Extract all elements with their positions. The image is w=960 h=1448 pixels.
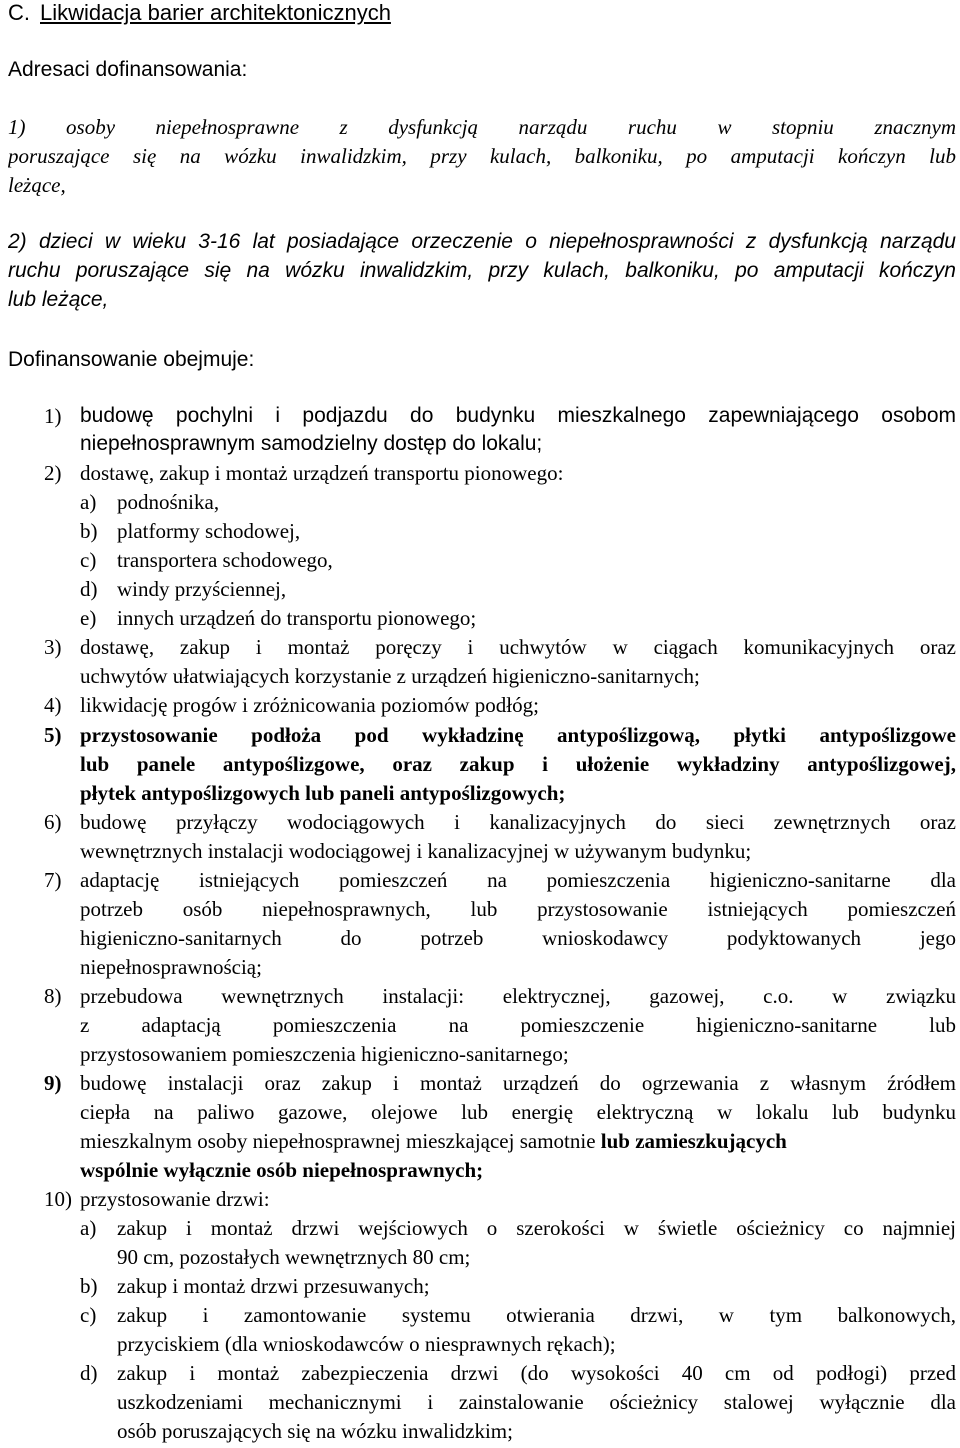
item-3-line-2: uchwytów ułatwiających korzystanie z urządzeń higieniczno-sanitarnych;	[80, 664, 700, 688]
item-6-line-1: budowę przyłączy wodociągowych i kanalizacyjnych do sieci zewnętrznych oraz	[80, 810, 956, 834]
item-10c-line-1: zakup i zamontowanie systemu otwierania drzwi, w tym balkonowych,	[117, 1303, 956, 1327]
item-10d-letter: d)	[80, 1361, 98, 1385]
item-9-line-3-regular: mieszkalnym osoby niepełnosprawnej mieszkającej samotnie	[80, 1129, 596, 1153]
item-10a-line-2: 90 cm, pozostałych wewnętrznych 80 cm;	[117, 1245, 471, 1269]
recipient-2-line-2: ruchu poruszające się na wózku inwalidzkim, przy kulach, balkoniku, po amputacji kończyn	[8, 259, 956, 282]
item-8-line-2: z adaptacją pomieszczenia na pomieszczenie higieniczno-sanitarne lub	[80, 1013, 956, 1037]
item-3-number: 3)	[44, 635, 62, 659]
item-5-line-1: przystosowanie podłoża pod wykładzinę antypoślizgową, płytki antypoślizgowe	[80, 723, 956, 747]
recipient-2-line-1: 2) dzieci w wieku 3-16 lat posiadające orzeczenie o niepełnosprawności z dysfunkcją narządu	[8, 230, 956, 253]
item-10d-line-2: uszkodzeniami mechanicznymi i zainstalowanie ościeżnicy stalowej wyłącznie dla	[117, 1390, 956, 1414]
item-3-line-1: dostawę, zakup i montaż poręczy i uchwytów w ciągach komunikacyjnych oraz	[80, 635, 956, 659]
item-2d-text: windy przyściennej,	[117, 577, 287, 601]
item-10d-line-3: osób poruszających się na wózku inwalidzkim;	[117, 1419, 513, 1443]
item-4-line-1: likwidację progów i zróżnicowania poziomów podłóg;	[80, 693, 539, 717]
section-heading	[8, 0, 391, 26]
item-8-line-3: przystosowaniem pomieszczenia higieniczno-sanitarnego;	[80, 1042, 569, 1066]
section-title: Likwidacja barier architektonicznych	[40, 0, 391, 25]
item-9-line-1: budowę instalacji oraz zakup i montaż urządzeń do ogrzewania z własnym źródłem	[80, 1071, 956, 1095]
recipient-1-line-3: leżące,	[8, 173, 66, 197]
item-2a-text: podnośnika,	[117, 490, 220, 514]
item-2-line-1: dostawę, zakup i montaż urządzeń transportu pionowego:	[80, 461, 564, 485]
item-1-line-1: budowę pochylni i podjazdu do budynku mieszkalnego zapewniającego osobom	[80, 404, 956, 427]
item-8-number: 8)	[44, 984, 62, 1008]
item-5-line-2: lub panele antypoślizgowe, oraz zakup i ułożenie wykładziny antypoślizgowej,	[80, 752, 956, 776]
item-2e-text: innych urządzeń do transportu pionowego;	[117, 606, 477, 630]
recipient-2-line-3: lub leżące,	[8, 288, 109, 311]
item-2-number: 2)	[44, 461, 62, 485]
item-2c-text: transportera schodowego,	[117, 548, 333, 572]
item-1-number: 1)	[44, 404, 62, 428]
item-10a-letter: a)	[80, 1216, 97, 1240]
item-8-line-1: przebudowa wewnętrznych instalacji: elektrycznej, gazowej, c.o. w związku	[80, 984, 956, 1008]
item-10a-line-1: zakup i montaż drzwi wejściowych o szerokości w świetle ościeżnicy co najmniej	[117, 1216, 956, 1240]
item-2b-letter: b)	[80, 519, 98, 543]
item-10-line-1: przystosowanie drzwi:	[80, 1187, 270, 1211]
item-5-line-3: płytek antypoślizgowych lub paneli antypoślizgowych;	[80, 781, 566, 805]
item-2c-letter: c)	[80, 548, 97, 572]
item-7-line-4: niepełnosprawnością;	[80, 955, 262, 979]
item-7-number: 7)	[44, 868, 62, 892]
item-4-number: 4)	[44, 693, 62, 717]
item-9-line-3-bold: lub zamieszkujących	[600, 1129, 787, 1153]
item-1-line-2: niepełnosprawnym samodzielny dostęp do lokalu;	[80, 432, 543, 455]
item-10b-letter: b)	[80, 1274, 98, 1298]
item-10d-line-1: zakup i montaż zabezpieczenia drzwi (do wysokości 40 cm od podłogi) przed	[117, 1361, 956, 1385]
item-2d-letter: d)	[80, 577, 98, 601]
item-9-line-3	[80, 1128, 787, 1154]
item-10c-letter: c)	[80, 1303, 97, 1327]
item-7-line-3: higieniczno-sanitarnych do potrzeb wnioskodawcy podyktowanych jego	[80, 926, 956, 950]
item-5-number: 5)	[44, 723, 62, 747]
item-9-line-2: ciepła na paliwo gazowe, olejowe lub energię elektryczną w lokalu lub budynku	[80, 1100, 956, 1124]
item-2e-letter: e)	[80, 606, 97, 630]
recipient-1-line-2: poruszające się na wózku inwalidzkim, przy kulach, balkoniku, po amputacji kończyn lub	[8, 144, 956, 168]
item-2b-text: platformy schodowej,	[117, 519, 301, 543]
item-6-number: 6)	[44, 810, 62, 834]
item-10c-line-2: przyciskiem (dla wnioskodawców o niesprawnych rękach);	[117, 1332, 616, 1356]
item-6-line-2: wewnętrznych instalacji wodociągowej i kanalizacyjnej w używanym budynku;	[80, 839, 752, 863]
item-7-line-2: potrzeb osób niepełnosprawnych, lub przystosowanie istniejących pomieszczeń	[80, 897, 956, 921]
item-10b-line-1: zakup i montaż drzwi przesuwanych;	[117, 1274, 430, 1298]
item-9-number: 9)	[44, 1071, 62, 1095]
item-10-number: 10)	[44, 1187, 72, 1211]
section-letter: C.	[8, 0, 30, 25]
recipient-1-line-1: 1) osoby niepełnosprawne z dysfunkcją narządu ruchu w stopniu znacznym	[8, 115, 956, 139]
item-2a-letter: a)	[80, 490, 97, 514]
item-9-line-4: wspólnie wyłącznie osób niepełnosprawnych;	[80, 1158, 484, 1182]
coverage-heading: Dofinansowanie obejmuje:	[8, 348, 255, 371]
recipients-heading: Adresaci dofinansowania:	[8, 58, 248, 81]
item-7-line-1: adaptację istniejących pomieszczeń na pomieszczenia higieniczno-sanitarne dla	[80, 868, 956, 892]
